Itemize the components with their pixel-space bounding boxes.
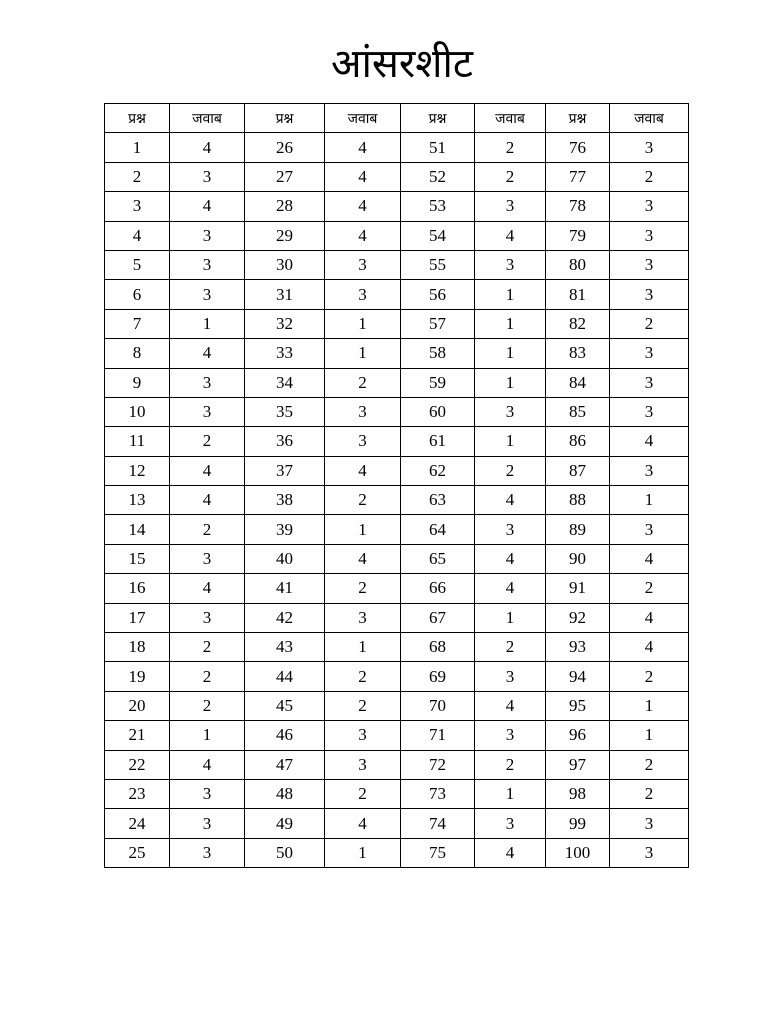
question-number-cell: 17: [105, 603, 170, 632]
table-row: [105, 750, 689, 779]
answer-cell: 1: [610, 721, 689, 750]
question-number-cell: 25: [105, 838, 170, 867]
question-number-cell: 46: [245, 721, 325, 750]
question-number-cell: 68: [401, 633, 475, 662]
answer-cell: 4: [610, 427, 689, 456]
question-number-cell: 82: [546, 309, 610, 338]
answer-cell: 4: [475, 544, 546, 573]
question-number-cell: 30: [245, 250, 325, 279]
question-number-cell: 88: [546, 486, 610, 515]
question-number-cell: 100: [546, 838, 610, 867]
table-row: [105, 456, 689, 485]
answer-cell: 3: [475, 192, 546, 221]
question-number-cell: 89: [546, 515, 610, 544]
question-number-cell: 45: [245, 691, 325, 720]
answer-cell: 3: [170, 221, 245, 250]
question-number-cell: 95: [546, 691, 610, 720]
table-row: [105, 162, 689, 191]
answer-cell: 3: [610, 133, 689, 162]
table-row: [105, 633, 689, 662]
answer-cell: 4: [170, 339, 245, 368]
answer-cell: 3: [610, 809, 689, 838]
answer-cell: 2: [610, 309, 689, 338]
answer-cell: 3: [325, 397, 401, 426]
question-number-cell: 6: [105, 280, 170, 309]
answer-cell: 2: [170, 427, 245, 456]
question-number-cell: 1: [105, 133, 170, 162]
question-number-cell: 63: [401, 486, 475, 515]
question-number-cell: 72: [401, 750, 475, 779]
question-number-cell: 35: [245, 397, 325, 426]
answer-cell: 2: [610, 750, 689, 779]
answer-cell: 3: [610, 838, 689, 867]
question-number-cell: 98: [546, 779, 610, 808]
question-number-cell: 10: [105, 397, 170, 426]
answer-cell: 3: [475, 662, 546, 691]
question-number-cell: 76: [546, 133, 610, 162]
question-number-cell: 28: [245, 192, 325, 221]
question-number-cell: 37: [245, 456, 325, 485]
table-row: [105, 662, 689, 691]
table-row: [105, 368, 689, 397]
answer-cell: 2: [325, 574, 401, 603]
table-body: [105, 133, 689, 868]
question-number-cell: 53: [401, 192, 475, 221]
table-row: [105, 250, 689, 279]
answer-cell: 4: [325, 544, 401, 573]
question-number-cell: 4: [105, 221, 170, 250]
answer-cell: 3: [170, 544, 245, 573]
answer-cell: 3: [325, 280, 401, 309]
question-number-cell: 47: [245, 750, 325, 779]
question-number-cell: 33: [245, 339, 325, 368]
answer-cell: 1: [475, 603, 546, 632]
table-row: [105, 397, 689, 426]
question-number-cell: 19: [105, 662, 170, 691]
answer-header: जवाब: [610, 104, 689, 133]
table-row: [105, 721, 689, 750]
question-number-cell: 61: [401, 427, 475, 456]
question-number-cell: 78: [546, 192, 610, 221]
answer-cell: 4: [170, 456, 245, 485]
question-number-cell: 32: [245, 309, 325, 338]
answer-cell: 1: [325, 515, 401, 544]
answer-cell: 2: [170, 633, 245, 662]
question-number-cell: 90: [546, 544, 610, 573]
answer-cell: 3: [325, 721, 401, 750]
question-number-cell: 70: [401, 691, 475, 720]
answer-cell: 4: [475, 574, 546, 603]
question-header: प्रश्न: [546, 104, 610, 133]
answer-cell: 2: [610, 779, 689, 808]
question-number-cell: 40: [245, 544, 325, 573]
answer-cell: 4: [325, 162, 401, 191]
answer-cell: 3: [170, 809, 245, 838]
answer-cell: 3: [170, 603, 245, 632]
answer-header: जवाब: [475, 104, 546, 133]
question-header: प्रश्न: [401, 104, 475, 133]
answer-cell: 1: [475, 427, 546, 456]
question-number-cell: 34: [245, 368, 325, 397]
answer-cell: 1: [170, 309, 245, 338]
question-number-cell: 52: [401, 162, 475, 191]
answer-cell: 1: [325, 339, 401, 368]
question-number-cell: 7: [105, 309, 170, 338]
answer-cell: 2: [475, 633, 546, 662]
answer-cell: 3: [170, 250, 245, 279]
answer-cell: 4: [475, 691, 546, 720]
table-row: [105, 280, 689, 309]
answer-cell: 2: [170, 515, 245, 544]
answer-cell: 2: [475, 162, 546, 191]
question-number-cell: 23: [105, 779, 170, 808]
answer-cell: 2: [610, 662, 689, 691]
answer-cell: 4: [325, 192, 401, 221]
answer-cell: 2: [170, 691, 245, 720]
answer-cell: 4: [170, 133, 245, 162]
answer-cell: 1: [610, 691, 689, 720]
question-number-cell: 31: [245, 280, 325, 309]
question-number-cell: 50: [245, 838, 325, 867]
answer-cell: 3: [475, 721, 546, 750]
table-row: [105, 133, 689, 162]
question-number-cell: 99: [546, 809, 610, 838]
question-number-cell: 77: [546, 162, 610, 191]
answer-cell: 3: [610, 339, 689, 368]
question-number-cell: 20: [105, 691, 170, 720]
answer-cell: 3: [170, 779, 245, 808]
question-number-cell: 11: [105, 427, 170, 456]
answer-cell: 4: [610, 603, 689, 632]
table-row: [105, 486, 689, 515]
question-number-cell: 55: [401, 250, 475, 279]
question-number-cell: 43: [245, 633, 325, 662]
answer-cell: 3: [170, 838, 245, 867]
answer-cell: 2: [325, 486, 401, 515]
question-number-cell: 94: [546, 662, 610, 691]
answer-cell: 1: [325, 838, 401, 867]
question-number-cell: 22: [105, 750, 170, 779]
question-number-cell: 15: [105, 544, 170, 573]
answer-cell: 4: [610, 544, 689, 573]
question-number-cell: 91: [546, 574, 610, 603]
question-number-cell: 73: [401, 779, 475, 808]
question-number-cell: 41: [245, 574, 325, 603]
question-number-cell: 69: [401, 662, 475, 691]
answer-cell: 1: [475, 309, 546, 338]
question-number-cell: 54: [401, 221, 475, 250]
question-number-cell: 80: [546, 250, 610, 279]
answer-cell: 2: [325, 691, 401, 720]
table-row: [105, 544, 689, 573]
answer-cell: 1: [475, 280, 546, 309]
table-row: [105, 427, 689, 456]
question-number-cell: 8: [105, 339, 170, 368]
answer-cell: 3: [610, 192, 689, 221]
answer-cell: 3: [325, 427, 401, 456]
answer-cell: 3: [475, 515, 546, 544]
question-number-cell: 92: [546, 603, 610, 632]
question-number-cell: 39: [245, 515, 325, 544]
question-number-cell: 13: [105, 486, 170, 515]
answer-cell: 1: [475, 368, 546, 397]
answer-cell: 4: [170, 750, 245, 779]
table-row: [105, 809, 689, 838]
question-number-cell: 56: [401, 280, 475, 309]
question-number-cell: 85: [546, 397, 610, 426]
question-number-cell: 49: [245, 809, 325, 838]
answer-cell: 3: [610, 397, 689, 426]
table-row: [105, 221, 689, 250]
answer-cell: 3: [475, 809, 546, 838]
question-number-cell: 64: [401, 515, 475, 544]
question-number-cell: 86: [546, 427, 610, 456]
answer-cell: 4: [170, 486, 245, 515]
question-number-cell: 71: [401, 721, 475, 750]
answer-header: जवाब: [170, 104, 245, 133]
answer-cell: 3: [475, 250, 546, 279]
answer-cell: 2: [610, 574, 689, 603]
answer-cell: 2: [170, 662, 245, 691]
question-number-cell: 5: [105, 250, 170, 279]
answer-cell: 3: [325, 603, 401, 632]
question-number-cell: 57: [401, 309, 475, 338]
question-number-cell: 21: [105, 721, 170, 750]
answer-cell: 3: [325, 250, 401, 279]
question-number-cell: 75: [401, 838, 475, 867]
answer-cell: 4: [475, 486, 546, 515]
answer-cell: 1: [475, 339, 546, 368]
answer-cell: 3: [170, 280, 245, 309]
answer-cell: 2: [475, 133, 546, 162]
question-number-cell: 18: [105, 633, 170, 662]
answer-cell: 2: [610, 162, 689, 191]
answer-cell: 1: [475, 779, 546, 808]
question-number-cell: 93: [546, 633, 610, 662]
question-number-cell: 44: [245, 662, 325, 691]
question-number-cell: 84: [546, 368, 610, 397]
answer-cell: 2: [475, 456, 546, 485]
question-number-cell: 62: [401, 456, 475, 485]
answer-cell: 3: [610, 456, 689, 485]
question-number-cell: 59: [401, 368, 475, 397]
answer-cell: 1: [170, 721, 245, 750]
table-row: [105, 192, 689, 221]
answer-cell: 4: [325, 221, 401, 250]
answer-cell: 4: [325, 809, 401, 838]
question-number-cell: 81: [546, 280, 610, 309]
table-row: [105, 779, 689, 808]
question-number-cell: 26: [245, 133, 325, 162]
table-row: [105, 603, 689, 632]
answer-cell: 2: [325, 662, 401, 691]
answer-cell: 3: [170, 397, 245, 426]
answer-cell: 1: [325, 633, 401, 662]
answer-cell: 4: [475, 838, 546, 867]
answer-cell: 4: [170, 192, 245, 221]
answer-cell: 4: [325, 456, 401, 485]
question-number-cell: 67: [401, 603, 475, 632]
answer-cell: 3: [170, 162, 245, 191]
answer-cell: 1: [325, 309, 401, 338]
answer-cell: 3: [610, 515, 689, 544]
question-number-cell: 96: [546, 721, 610, 750]
answer-cell: 4: [475, 221, 546, 250]
page-title: आंसरशीट: [331, 41, 473, 87]
answer-cell: 3: [475, 397, 546, 426]
question-number-cell: 27: [245, 162, 325, 191]
question-number-cell: 87: [546, 456, 610, 485]
answer-cell: 3: [325, 750, 401, 779]
question-number-cell: 3: [105, 192, 170, 221]
question-number-cell: 14: [105, 515, 170, 544]
answer-cell: 4: [170, 574, 245, 603]
answer-cell: 1: [610, 486, 689, 515]
question-number-cell: 66: [401, 574, 475, 603]
question-header: प्रश्न: [245, 104, 325, 133]
answer-cell: 3: [610, 368, 689, 397]
question-header: प्रश्न: [105, 104, 170, 133]
answer-cell: 2: [475, 750, 546, 779]
question-number-cell: 83: [546, 339, 610, 368]
question-number-cell: 2: [105, 162, 170, 191]
answer-table: [104, 103, 689, 868]
table-row: [105, 574, 689, 603]
header-row: [105, 104, 689, 133]
question-number-cell: 12: [105, 456, 170, 485]
question-number-cell: 51: [401, 133, 475, 162]
answer-cell: 4: [610, 633, 689, 662]
question-number-cell: 9: [105, 368, 170, 397]
table-row: [105, 309, 689, 338]
table-row: [105, 515, 689, 544]
answer-cell: 4: [325, 133, 401, 162]
question-number-cell: 24: [105, 809, 170, 838]
answer-cell: 2: [325, 779, 401, 808]
question-number-cell: 42: [245, 603, 325, 632]
question-number-cell: 60: [401, 397, 475, 426]
answer-cell: 2: [325, 368, 401, 397]
table-row: [105, 838, 689, 867]
table-row: [105, 691, 689, 720]
question-number-cell: 29: [245, 221, 325, 250]
answer-cell: 3: [610, 250, 689, 279]
table-row: [105, 339, 689, 368]
answer-cell: 3: [170, 368, 245, 397]
question-number-cell: 79: [546, 221, 610, 250]
question-number-cell: 38: [245, 486, 325, 515]
question-number-cell: 97: [546, 750, 610, 779]
question-number-cell: 58: [401, 339, 475, 368]
question-number-cell: 74: [401, 809, 475, 838]
answer-cell: 3: [610, 280, 689, 309]
question-number-cell: 48: [245, 779, 325, 808]
answer-header: जवाब: [325, 104, 401, 133]
answer-cell: 3: [610, 221, 689, 250]
question-number-cell: 16: [105, 574, 170, 603]
question-number-cell: 36: [245, 427, 325, 456]
question-number-cell: 65: [401, 544, 475, 573]
